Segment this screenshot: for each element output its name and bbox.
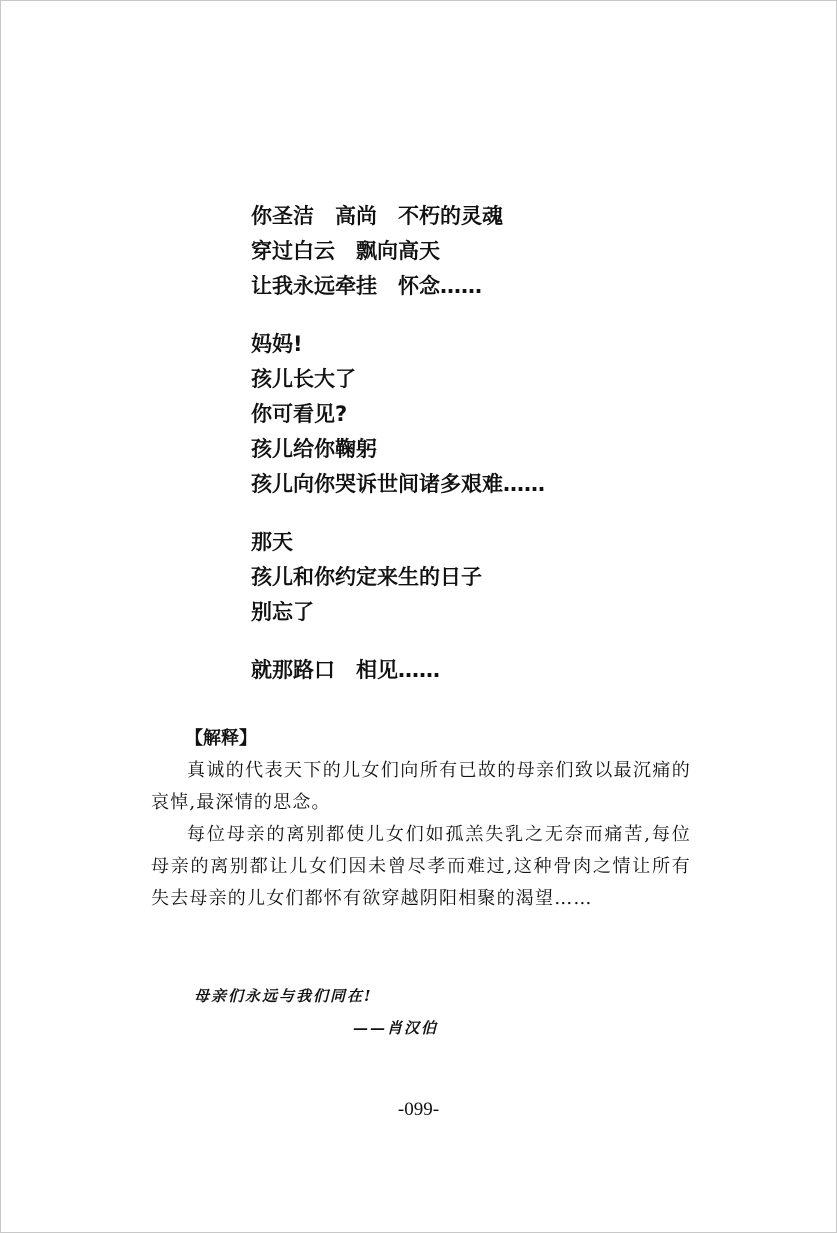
poem-line: 孩儿向你哭诉世间诸多艰难…… [251,472,545,496]
poem-stanza-1 [251,199,751,304]
poem-line: 孩儿给你鞠躬 [251,437,377,461]
poem-line: 孩儿和你约定来生的日子 [251,565,482,589]
poem [251,199,751,688]
author-signature: ——肖汉伯 [353,1019,439,1037]
explanation-heading: 【解释】 [185,728,257,749]
poem-line: 你可看见? [251,402,348,426]
closing-line: 母亲们永远与我们同在! [194,987,373,1005]
poem-line: 你圣洁 高尚 不朽的灵魂 [251,204,503,228]
page-number: -099- [397,1099,440,1120]
poem-line: 就那路口 相见…… [251,658,440,682]
explanation-paragraph: 真诚的代表天下的儿女们向所有已故的母亲们致以最沉痛的哀悼,最深情的思念。 [151,760,691,813]
poem-stanza-3 [251,525,751,630]
explanation-section [151,723,691,915]
poem-line: 妈妈! [251,332,303,356]
poem-line: 让我永远牵挂 怀念…… [251,274,482,298]
poem-line: 穿过白云 飘向高天 [251,239,440,263]
poem-line: 那天 [251,530,293,554]
poem-stanza-2 [251,327,751,502]
poem-line: 孩儿长大了 [251,367,356,391]
poem-line: 别忘了 [251,600,314,624]
explanation-paragraph: 每位母亲的离别都使儿女们如孤羔失乳之无奈而痛苦,每位母亲的离别都让儿女们因未曾尽孝而难过,这种骨肉之情让所有失去母亲的儿女们都怀有欲穿越阴阳相聚的渴望…… [151,824,691,909]
poem-stanza-4 [251,653,751,688]
